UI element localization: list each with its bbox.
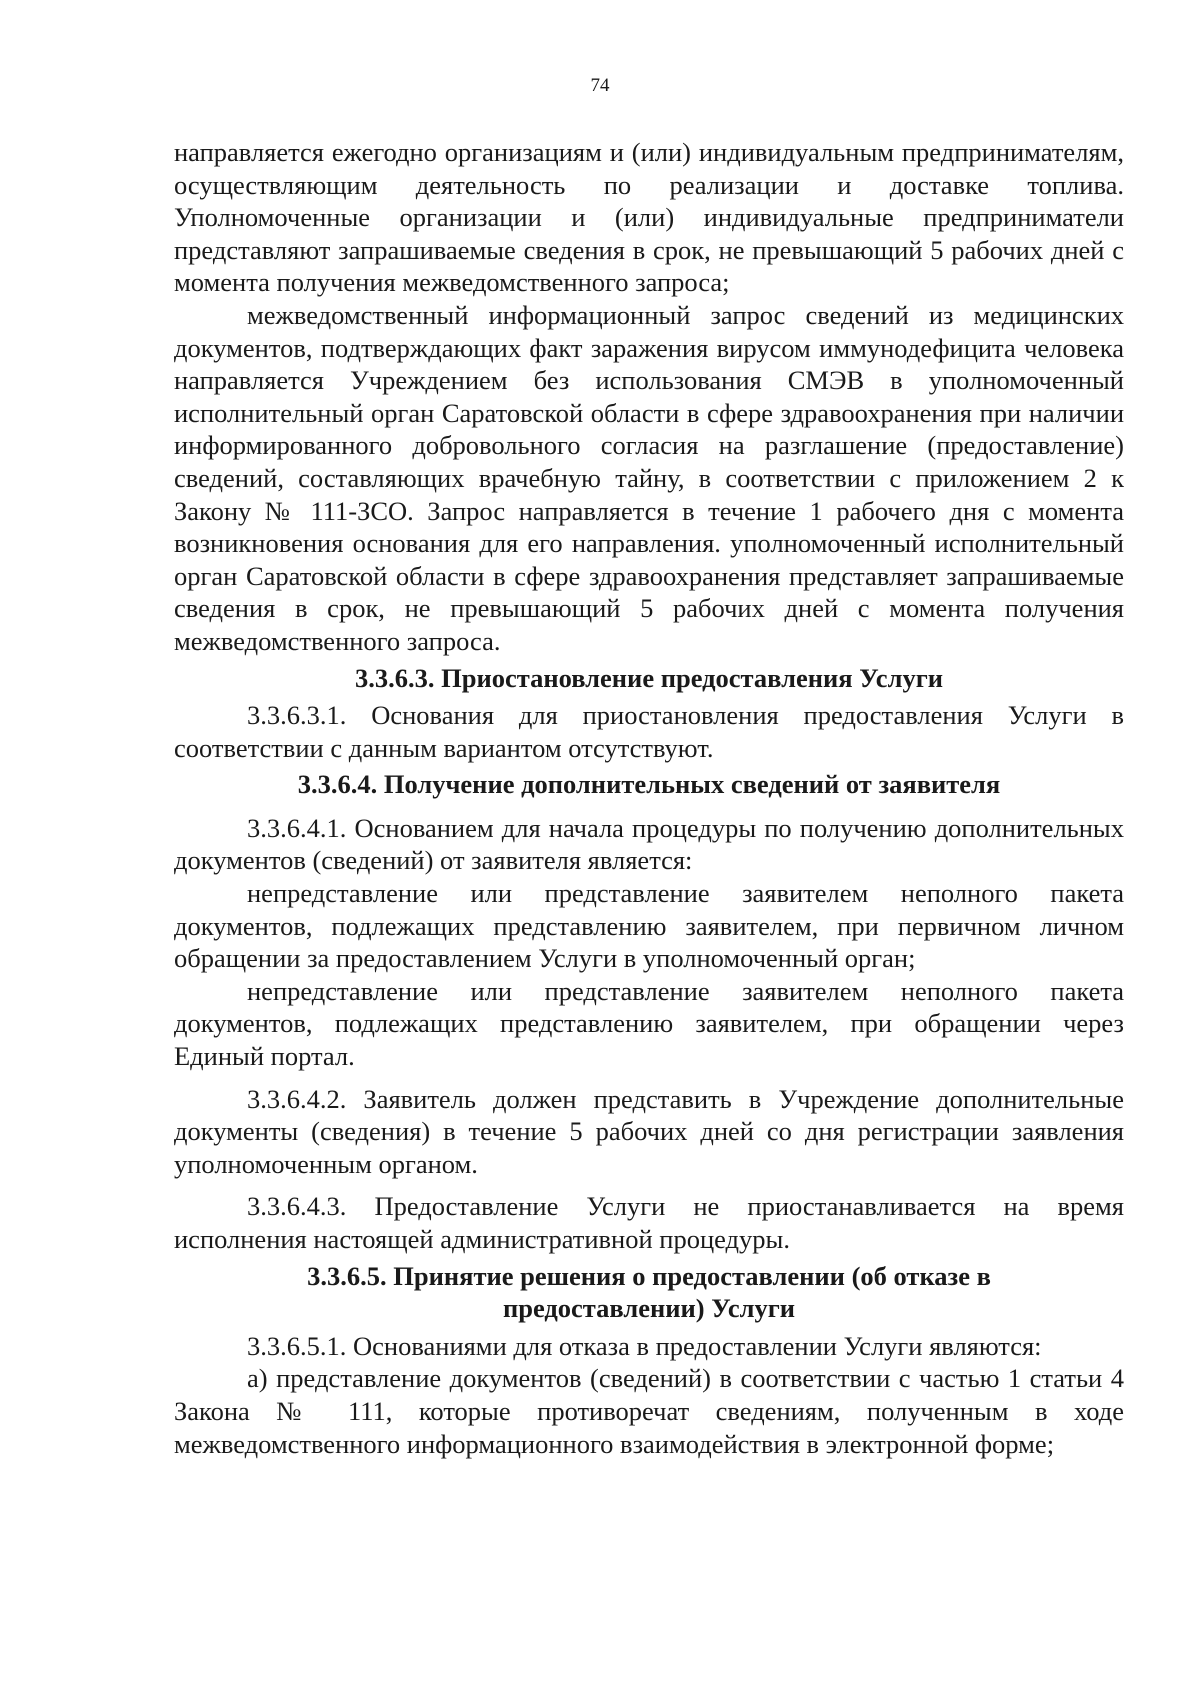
heading-decision-line1: 3.3.6.5. Принятие решения о предоставлении (об отказе в [307, 1260, 991, 1291]
document-body [174, 136, 1124, 1460]
heading-additional-info: 3.3.6.4. Получение дополнительных сведений от заявителя [297, 769, 1001, 800]
paragraph-applicant-deadline: 3.3.6.4.2. Заявитель должен представить в Учреждение дополнительные документы (сведения) в течение 5 рабочих дней со дня регистрации заявления уполномоченным органом. [174, 1083, 1124, 1179]
paragraph-medical-request: межведомственный информационный запрос сведений из медицинских документов, подтверждающих факт заражения вирусом иммунодефицита человека направляется Учреждением без использования СМЭВ в уполномоченный исполнительный орган Саратовской области в сфере здравоохранения при наличии информированного добровольного согласия на разглашение (предоставление) сведений, составляющих врачебную тайну, в соответствии с приложением 2 к Закону № 111-ЗСО. Запрос направляется в течение 1 рабочего дня с момента возникновения основания для его направления. уполномоченный исполнительный орган Саратовской области в сфере здравоохранения представляет запрашиваемые сведения в срок, не превышающий 5 рабочих дней с момента получения межведомственного запроса. [174, 299, 1124, 656]
paragraph-incomplete-personal: непредставление или представление заявителем неполного пакета документов, подлежащих представлению заявителем, при первичном личном обращении за предоставлением Услуги в уполномоченный орган; [174, 878, 1124, 974]
heading-decision-line2: предоставлении) Услуги [502, 1293, 796, 1324]
paragraph-not-suspended: 3.3.6.4.3. Предоставление Услуги не приостанавливается на время исполнения настоящей административной процедуры. [174, 1191, 1124, 1254]
heading-suspension: 3.3.6.3. Приостановление предоставления Услуги [354, 662, 943, 693]
paragraph-refusal-grounds: 3.3.6.5.1. Основаниями для отказа в предоставлении Услуги являются: [247, 1330, 1042, 1361]
page-number: 74 [590, 75, 610, 96]
paragraph-additional-grounds: 3.3.6.4.1. Основанием для начала процедуры по получению дополнительных документов (сведений) от заявителя является: [174, 812, 1124, 876]
paragraph-refusal-item-a: а) представление документов (сведений) в соответствии с частью 1 статьи 4 Закона № 111, которые противоречат сведениям, полученным в ходе межведомственного информационного взаимодействия в электронной форме; [174, 1363, 1124, 1459]
paragraph-incomplete-portal: непредставление или представление заявителем неполного пакета документов, подлежащих представлению заявителем, при обращении через Единый портал. [174, 975, 1124, 1072]
heading-decision [174, 1256, 1124, 1330]
paragraph-fuel-suppliers: направляется ежегодно организациям и (или) индивидуальным предпринимателям, осуществляющим деятельность по реализации и доставке топлива. Уполномоченные организации и (или) индивидуальные предприниматели представляют запрашиваемые сведения в срок, не превышающий 5 рабочих дней с момента получения межведомственного запроса; [174, 137, 1124, 298]
paragraph-suspension-grounds: 3.3.6.3.1. Основания для приостановления предоставления Услуги в соответствии с данным вариантом отсутствуют. [174, 700, 1124, 763]
